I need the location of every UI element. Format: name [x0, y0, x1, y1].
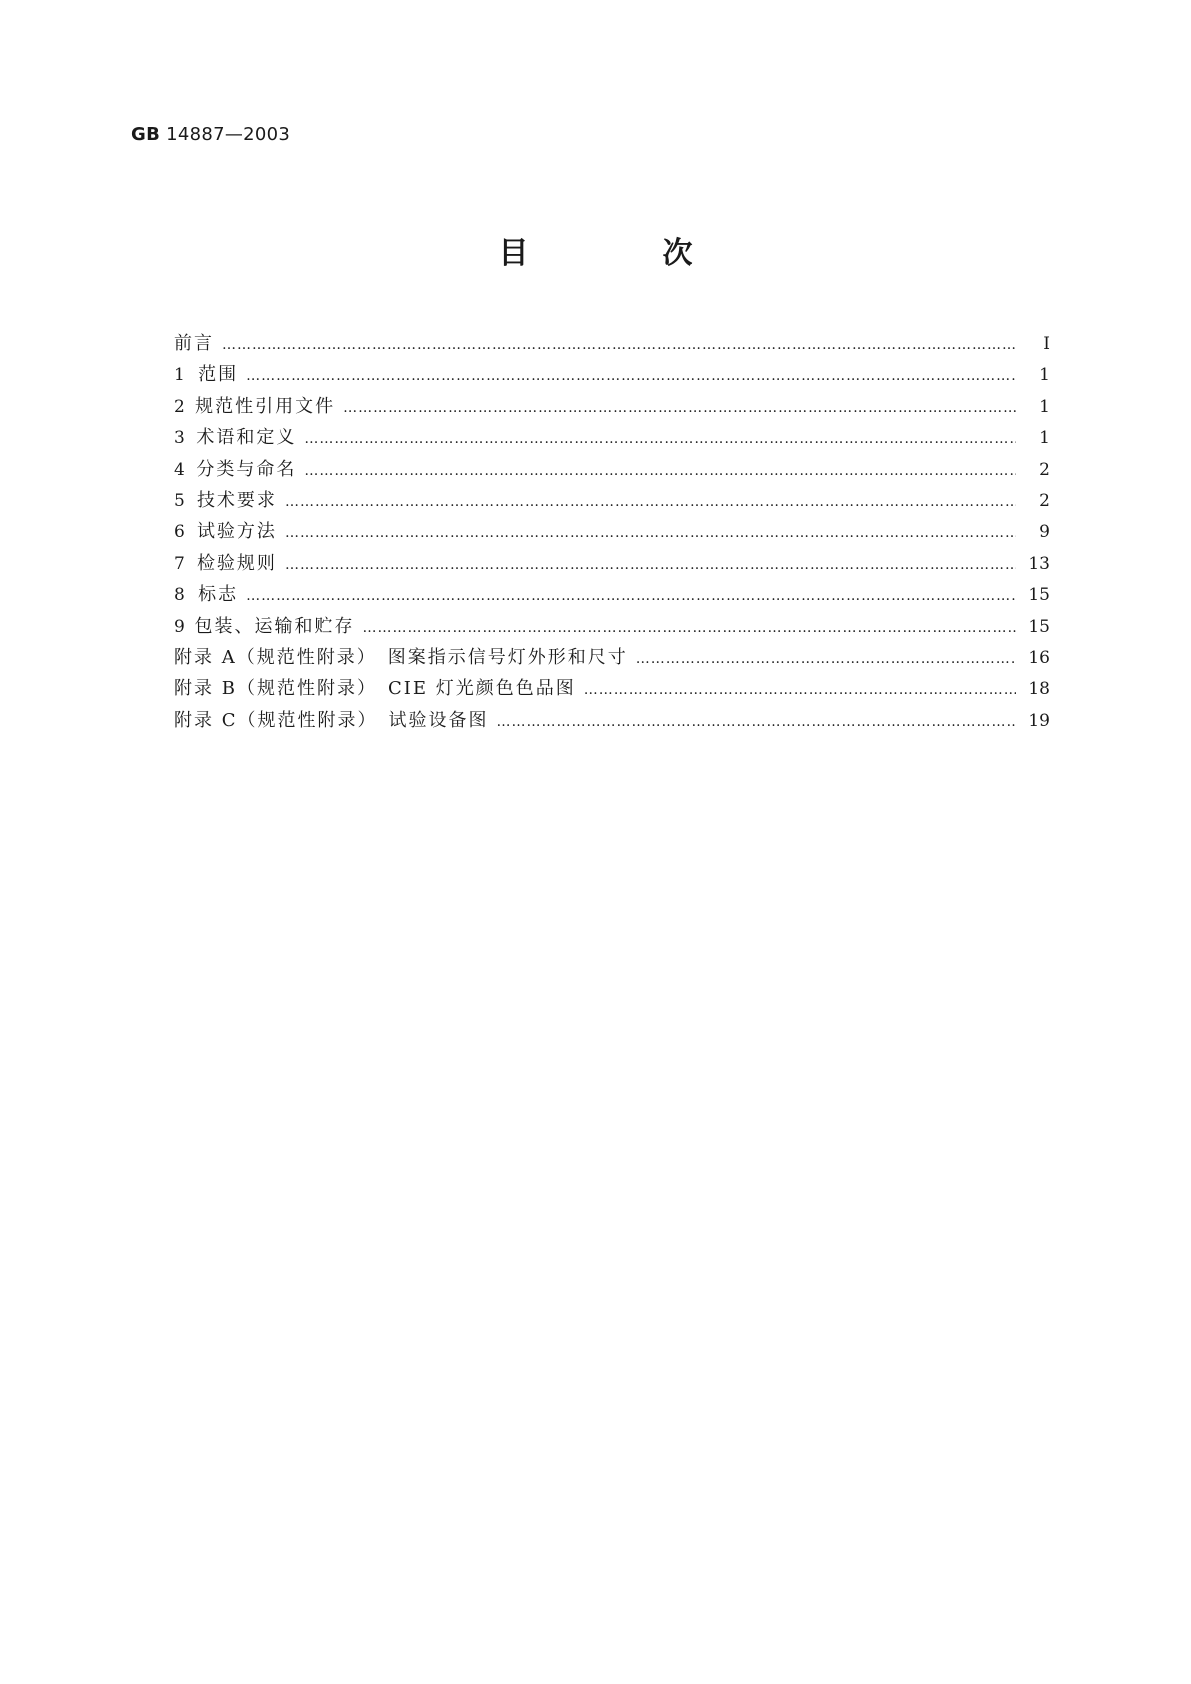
toc-entry-7[interactable]: [174, 548, 1050, 579]
toc-entry-page: 15: [1028, 616, 1050, 637]
toc-entry-label: 前言: [174, 333, 214, 354]
standard-code: [131, 124, 290, 145]
toc-entry-label: 分类与命名: [196, 458, 297, 480]
toc-entry-label: 规范性引用文件: [195, 395, 336, 417]
toc-entry-5[interactable]: [174, 485, 1050, 516]
toc-entry-page: 9: [1039, 522, 1050, 543]
toc-entry-1[interactable]: [174, 359, 1050, 390]
toc-entry-6[interactable]: [174, 516, 1050, 547]
toc-entry-page: 13: [1028, 553, 1050, 574]
toc-entry-page: I: [1043, 334, 1050, 354]
toc-leader-dots: [304, 424, 1016, 455]
toc-entry-page: 18: [1028, 679, 1050, 700]
toc-leader-dots: [497, 707, 1017, 738]
table-of-contents: [174, 328, 1050, 736]
toc-leader-dots: [363, 613, 1017, 644]
toc-leader-dots: [285, 487, 1016, 518]
toc-leader-dots: [285, 518, 1016, 549]
toc-entry-label: 检验规则: [196, 552, 277, 574]
toc-entry-page: 19: [1028, 710, 1050, 731]
toc-entry-number: 7: [174, 553, 185, 574]
toc-entry-label: 标志: [198, 584, 239, 606]
toc-leader-dots: [304, 456, 1016, 487]
toc-entry-label: 术语和定义: [196, 427, 297, 449]
toc-leader-dots: [222, 330, 1016, 361]
toc-leader-dots: [636, 644, 1016, 675]
toc-entry-number: 3: [174, 428, 185, 449]
toc-entry-label: 技术要求: [196, 489, 277, 511]
toc-entry-number: 4: [174, 459, 185, 480]
toc-leader-dots: [285, 550, 1016, 581]
toc-entry-number: 2: [174, 396, 185, 417]
toc-entry-2[interactable]: [174, 391, 1050, 422]
toc-entry-annex-b[interactable]: [174, 673, 1050, 704]
toc-entry-foreword[interactable]: [174, 328, 1050, 359]
standard-prefix: GB: [131, 124, 161, 145]
toc-entry-page: 1: [1039, 365, 1050, 386]
toc-entry-label: 试验方法: [196, 521, 277, 543]
toc-entry-page: 15: [1028, 585, 1050, 606]
toc-entry-4[interactable]: [174, 454, 1050, 485]
toc-entry-number: 1: [174, 365, 185, 386]
toc-entry-number: 9: [174, 616, 185, 637]
toc-entry-label: 附录 C（规范性附录） 试验设备图: [174, 709, 489, 731]
toc-leader-dots: [246, 581, 1016, 612]
toc-entry-3[interactable]: [174, 422, 1050, 453]
toc-entry-label: 附录 A（规范性附录） 图案指示信号灯外形和尺寸: [174, 646, 628, 668]
toc-entry-label: 范围: [198, 364, 239, 386]
toc-entry-page: 1: [1039, 428, 1050, 449]
toc-entry-page: 16: [1028, 647, 1050, 668]
toc-leader-dots: [584, 675, 1016, 706]
standard-number: 14887—2003: [166, 124, 291, 145]
toc-leader-dots: [343, 393, 1016, 424]
toc-entry-number: 5: [174, 490, 185, 511]
toc-entry-page: 2: [1039, 459, 1050, 480]
toc-entry-annex-a[interactable]: [174, 642, 1050, 673]
toc-entry-page: 2: [1039, 490, 1050, 511]
toc-leader-dots: [246, 361, 1016, 392]
toc-entry-9[interactable]: [174, 611, 1050, 642]
toc-entry-number: 6: [174, 522, 185, 543]
toc-entry-page: 1: [1039, 396, 1050, 417]
toc-entry-number: 8: [174, 585, 185, 606]
toc-entry-label: 包装、运输和贮存: [194, 615, 355, 637]
toc-entry-annex-c[interactable]: [174, 705, 1050, 736]
toc-entry-8[interactable]: [174, 579, 1050, 610]
page-title: 目 次: [498, 236, 745, 271]
toc-entry-label: 附录 B（规范性附录） CIE 灯光颜色色品图: [174, 678, 576, 700]
